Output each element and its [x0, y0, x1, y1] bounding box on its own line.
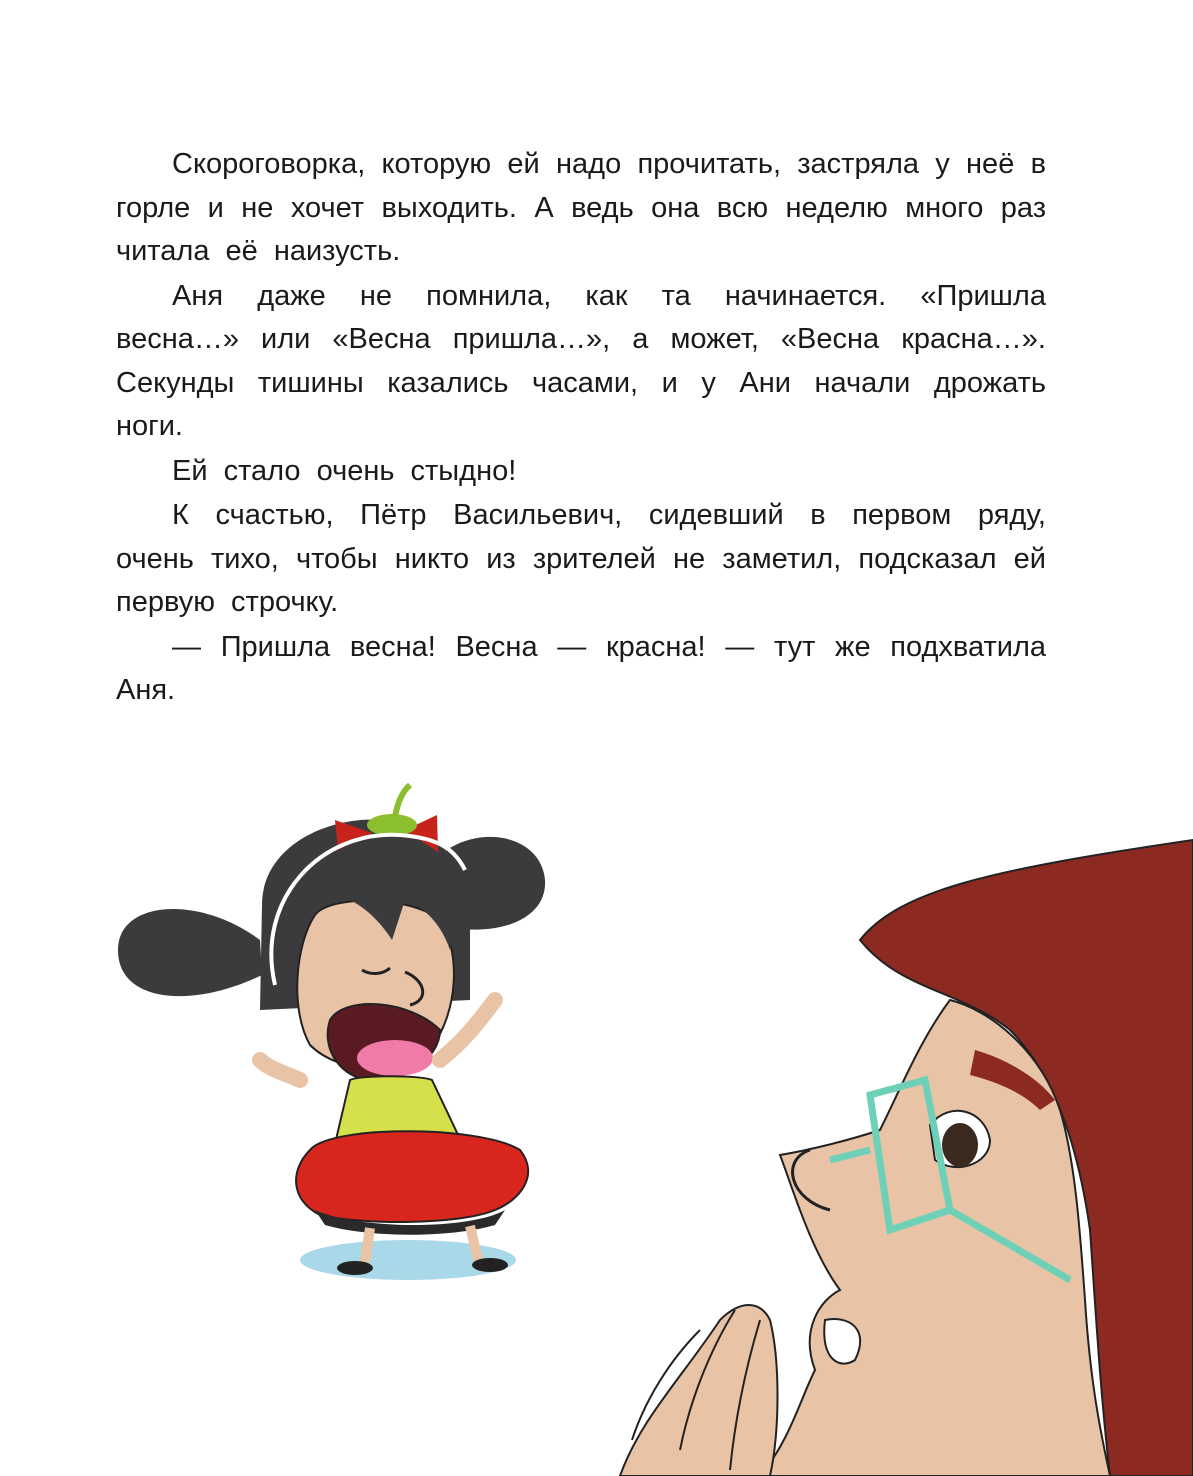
- paragraph: Аня даже не помнила, как та начинается. «Пришла весна…» или «Весна пришла…», а может, «Весна красна…». Секунды тишины казались часами, и у Ани начали дрожать ноги.: [116, 279, 1046, 442]
- paragraph: К счастью, Пётр Васильевич, сидевший в первом ряду, очень тихо, чтобы никто из зрителей не заметил, подсказал ей первую строчку.: [116, 499, 1046, 618]
- illustration: [0, 760, 1193, 1476]
- man-illustration-icon: [620, 840, 1193, 1476]
- paragraph: — Пришла весна! Весна — красна! — тут же подхватила Аня.: [116, 630, 1046, 706]
- girl-illustration-icon: [118, 785, 545, 1280]
- story-text: [116, 143, 1046, 714]
- left-pigtail: [118, 909, 262, 996]
- paragraph: Ей стало очень стыдно!: [172, 454, 517, 487]
- girl-skirt: [296, 1131, 528, 1222]
- paragraph: Скороговорка, которую ей надо прочитать, застряла у неё в горле и не хочет выходить. А ведь она всю неделю много раз читала её наизусть.: [116, 148, 1046, 267]
